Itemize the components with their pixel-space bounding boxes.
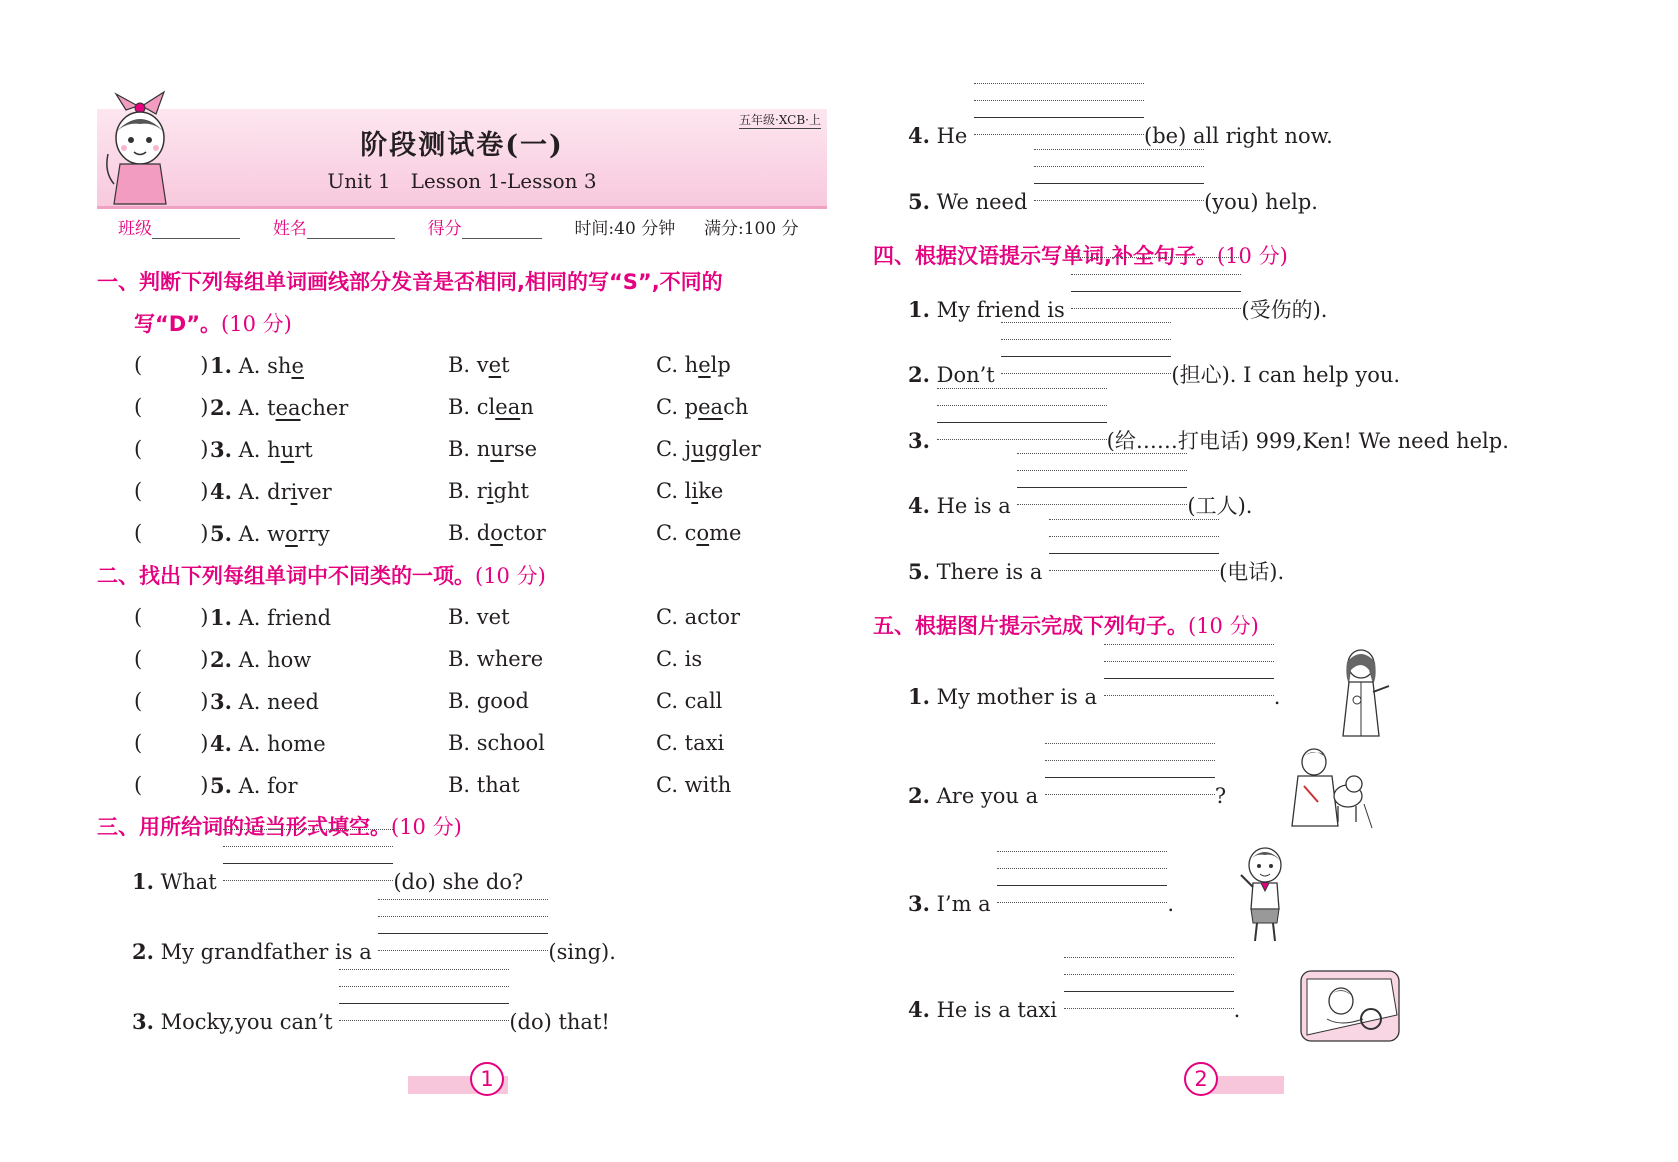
section-1-title: 一、判断下列每组单词画线部分发音是否相同,相同的写“S”,不同的 — [97, 270, 723, 294]
s1-option-b: B. right — [448, 479, 529, 503]
section-5-title: 五、根据图片提示完成下列句子。(10 分) — [873, 614, 1259, 638]
s2-option-b: B. where — [448, 647, 544, 671]
s2-answer-paren[interactable]: ( ) — [134, 773, 209, 797]
answer-blank[interactable] — [1064, 995, 1234, 1017]
taxi-driver-illustration — [1297, 965, 1407, 1045]
s5-item-1: 1. My mother is a . — [908, 684, 1281, 709]
answer-blank[interactable] — [223, 867, 393, 889]
s5-item-2: 2. Are you a ? — [908, 783, 1227, 808]
s1-option-b: B. clean — [448, 395, 534, 419]
s5-item-4: 4. He is a taxi . — [908, 997, 1241, 1022]
s5-item-3: 3. I’m a . — [908, 891, 1175, 916]
s1-option-a: 4. A. driver — [210, 479, 332, 504]
answer-blank[interactable] — [1104, 682, 1274, 704]
s3-item-5: 5. We need (you) help. — [908, 189, 1318, 214]
time-text: 时间:40 分钟 — [574, 219, 676, 239]
s2-option-b: B. good — [448, 689, 529, 713]
full-marks-text: 满分:100 分 — [704, 219, 799, 239]
answer-blank[interactable] — [378, 937, 548, 959]
s1-option-c: C. juggler — [656, 437, 761, 461]
page-title: 阶段测试卷(一) — [360, 130, 564, 161]
s4-item-5: 5. There is a (电话). — [908, 559, 1285, 584]
answer-blank[interactable] — [1034, 187, 1204, 209]
answer-blank[interactable] — [997, 889, 1167, 911]
page-number-right: 2 — [1184, 1062, 1284, 1096]
page-subtitle: Unit 1 Lesson 1-Lesson 3 — [327, 169, 597, 193]
answer-blank[interactable] — [1071, 295, 1241, 317]
s2-option-c: C. taxi — [656, 731, 725, 755]
page-number-left: 1 — [408, 1062, 508, 1096]
s2-option-c: C. call — [656, 689, 723, 713]
grade-tag: 五年级·XCB·上 — [739, 113, 821, 127]
s2-option-b: B. school — [448, 731, 545, 755]
s2-option-b: B. vet — [448, 605, 510, 629]
answer-blank[interactable] — [1017, 491, 1187, 513]
answer-blank[interactable] — [339, 1007, 509, 1029]
s1-option-c: C. come — [656, 521, 742, 545]
s1-answer-paren[interactable]: ( ) — [134, 437, 209, 461]
s2-option-a: 1. A. friend — [210, 605, 332, 630]
s4-item-1: 1. My friend is (受伤的). — [908, 297, 1328, 322]
vet-with-dog-illustration — [1288, 746, 1373, 831]
s1-option-c: C. like — [656, 479, 724, 503]
answer-blank[interactable] — [974, 121, 1144, 143]
s3-item-1: 1. What (do) she do? — [132, 869, 524, 894]
s4-item-4: 4. He is a (工人). — [908, 493, 1253, 518]
s1-answer-paren[interactable]: ( ) — [134, 521, 209, 545]
class-label: 班级 — [118, 219, 152, 239]
s3-item-3: 3. Mocky,you can’t (do) that! — [132, 1009, 610, 1034]
s1-option-a: 2. A. teacher — [210, 395, 349, 420]
answer-blank[interactable] — [1049, 557, 1219, 579]
answer-blank[interactable] — [937, 426, 1107, 448]
answer-blank[interactable] — [1045, 781, 1215, 803]
s1-answer-paren[interactable]: ( ) — [134, 479, 209, 503]
section-2-title: 二、找出下列每组单词中不同类的一项。(10 分) — [97, 564, 546, 588]
s1-answer-paren[interactable]: ( ) — [134, 353, 209, 377]
boy-student-illustration — [1233, 845, 1298, 945]
answer-blank[interactable] — [1001, 360, 1171, 382]
section-1-title-line2: 写“D”。(10 分) — [134, 312, 292, 336]
s1-option-a: 5. A. worry — [210, 521, 330, 546]
s2-option-a: 4. A. home — [210, 731, 326, 756]
s2-answer-paren[interactable]: ( ) — [134, 731, 209, 755]
s2-option-c: C. is — [656, 647, 703, 671]
section-3-title: 三、用所给词的适当形式填空。(10 分) — [97, 815, 462, 839]
section-4-title: 四、根据汉语提示写单词,补全句子。(10 分) — [873, 244, 1288, 268]
student-info-row — [118, 214, 799, 239]
header-banner — [97, 109, 827, 209]
s2-answer-paren[interactable]: ( ) — [134, 689, 209, 713]
s1-option-b: B. vet — [448, 353, 510, 377]
s1-option-c: C. peach — [656, 395, 749, 419]
s2-option-c: C. with — [656, 773, 732, 797]
s1-option-a: 1. A. she — [210, 353, 304, 378]
s2-answer-paren[interactable]: ( ) — [134, 647, 209, 671]
s1-option-a: 3. A. hurt — [210, 437, 313, 462]
s2-option-b: B. that — [448, 773, 520, 797]
s2-option-a: 5. A. for — [210, 773, 298, 798]
class-field[interactable] — [152, 222, 240, 239]
name-label: 姓名 — [272, 219, 307, 239]
name-field[interactable] — [307, 222, 395, 239]
s4-item-3: 3. (给……打电话) 999,Ken! We need help. — [908, 428, 1509, 453]
s2-answer-paren[interactable]: ( ) — [134, 605, 209, 629]
score-field[interactable] — [462, 222, 542, 239]
s1-answer-paren[interactable]: ( ) — [134, 395, 209, 419]
s3-item-4: 4. He (be) all right now. — [908, 123, 1333, 148]
girl-mascot-illustration — [98, 88, 178, 206]
s4-item-2: 2. Don’t (担心). I can help you. — [908, 362, 1401, 387]
s1-option-c: C. help — [656, 353, 731, 377]
s2-option-c: C. actor — [656, 605, 741, 629]
s1-option-b: B. doctor — [448, 521, 546, 545]
s3-item-2: 2. My grandfather is a (sing). — [132, 939, 616, 964]
s1-option-b: B. nurse — [448, 437, 538, 461]
s2-option-a: 3. A. need — [210, 689, 319, 714]
doctor-woman-illustration — [1333, 648, 1393, 738]
score-label: 得分 — [427, 219, 462, 239]
s2-option-a: 2. A. how — [210, 647, 312, 672]
